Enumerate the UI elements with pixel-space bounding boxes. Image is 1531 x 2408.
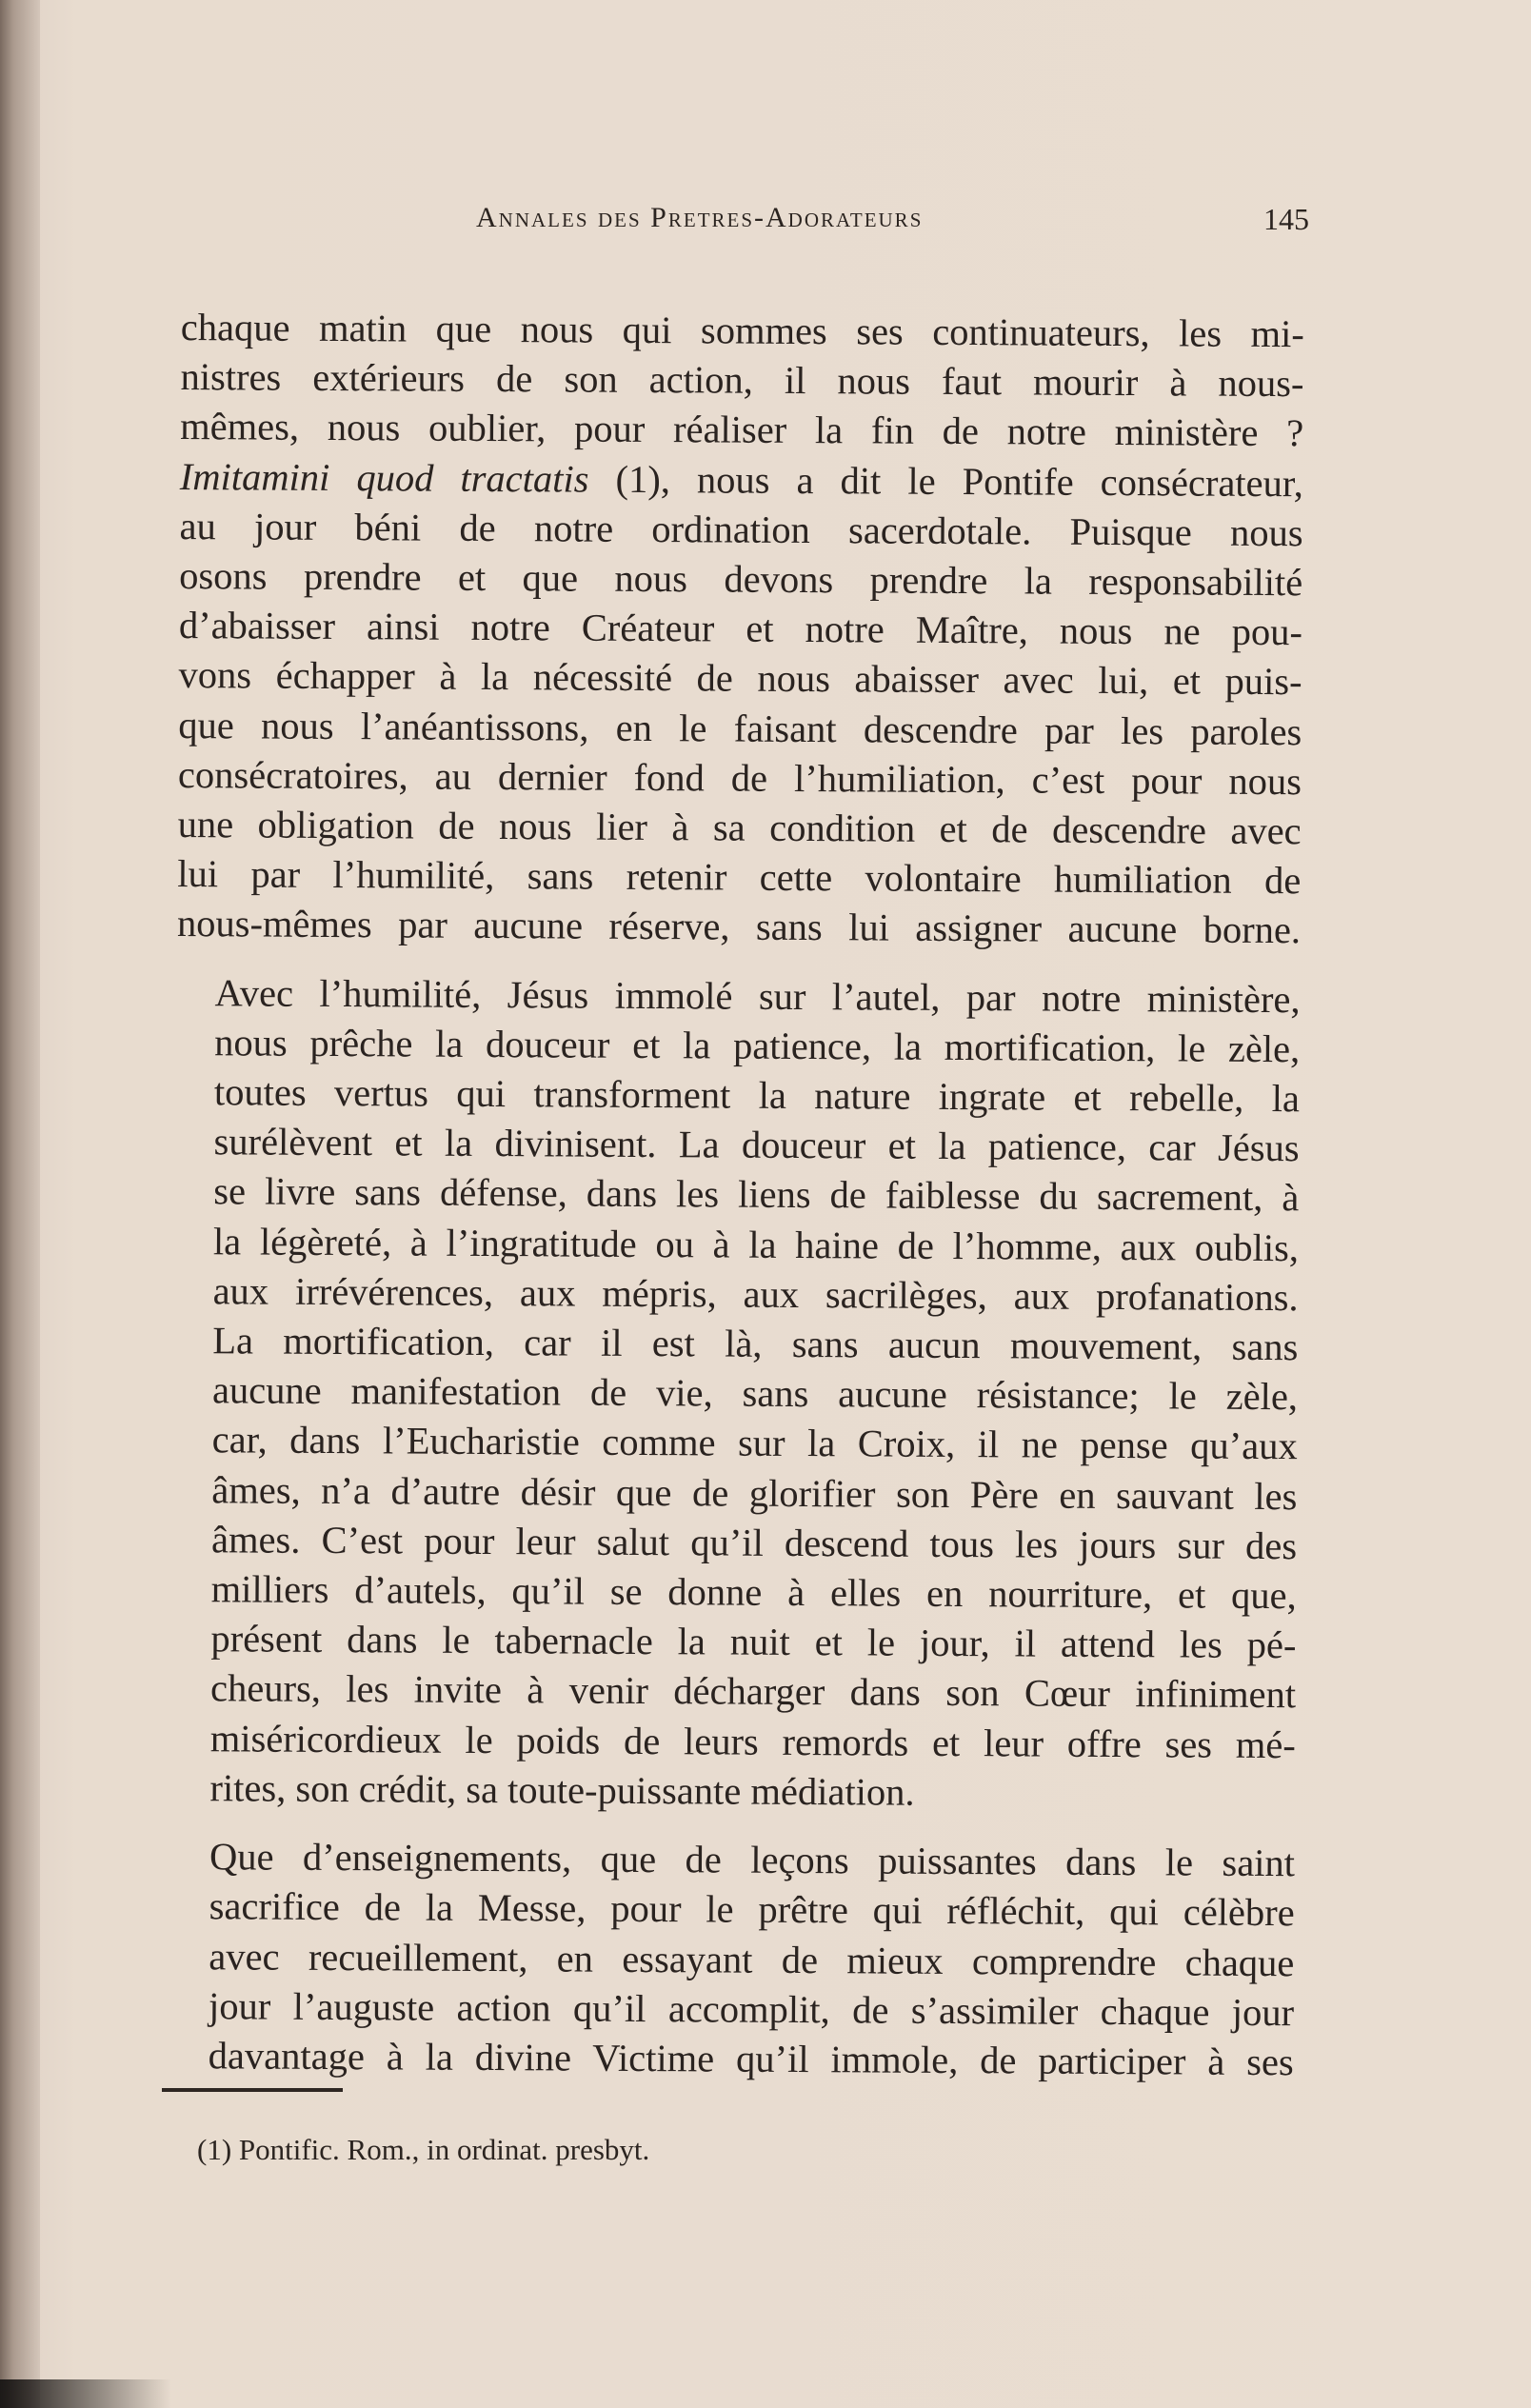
book-spine-shadow — [0, 0, 40, 2408]
text-line: miséricordieux le poids de leurs remords et leur offre ses mé- — [209, 1716, 1296, 1766]
text-line: car, dans l’Eucharistie comme sur la Croix, il ne pense qu’aux — [211, 1418, 1298, 1468]
text-line — [180, 452, 1303, 508]
text-line: aucune manifestation de vie, sans aucune résistance; le zèle, — [211, 1368, 1299, 1419]
text-line: toutes vertus qui transforment la nature ingrate et rebelle, la — [213, 1070, 1301, 1121]
text-line: consécratoires, au dernier fond de l’humiliation, c’est pour nous — [177, 752, 1302, 804]
text-line: aux irrévérences, aux mépris, aux sacrilèges, aux profanations. — [212, 1269, 1299, 1320]
text-line: mêmes, nous oublier, pour réaliser la fin de notre ministère ? — [180, 405, 1304, 455]
text-line: nous prêche la douceur et la patience, la mortification, le zèle, — [214, 1021, 1301, 1071]
text-line: Que d’enseignements, que de leçons puissantes dans le saint — [209, 1835, 1296, 1885]
text-line: Avec l’humilité, Jésus immolé sur l’autel, par notre ministère, — [214, 970, 1301, 1021]
paragraph-3 — [170, 1832, 1296, 2087]
corner-shadow — [0, 2379, 171, 2408]
text-line: surélèvent et la divinisent. La douceur et la patience, car Jésus — [213, 1120, 1300, 1170]
footnote-separator — [162, 2088, 343, 2092]
text-line: présent dans le tabernacle la nuit et le jour, il attend les pé- — [210, 1617, 1297, 1667]
text-line: chaque matin que nous qui sommes ses continuateurs, les mi- — [180, 305, 1304, 356]
text-line: davantage à la divine Victime qu’il immole, de participer à ses — [208, 2034, 1294, 2084]
text-line: lui par l’humilité, sans retenir cette volontaire humiliation de — [177, 852, 1302, 903]
text-line: âmes, n’a d’autre désir que de glorifier son Père en sauvant les — [211, 1467, 1298, 1518]
text-line: au jour béni de notre ordination sacerdotale. Puisque nous — [179, 504, 1303, 555]
text-line: La mortification, car il est là, sans aucun mouvement, sans — [212, 1319, 1299, 1369]
text-line: sacrifice de la Messe, pour le prêtre qui réfléchit, qui célèbre — [209, 1884, 1295, 1935]
text-line: la légèreté, à l’ingratitude ou à la haine de l’homme, aux oublis, — [212, 1219, 1300, 1269]
text-line: avec recueillement, en essayant de mieux comprendre chaque — [209, 1934, 1295, 1984]
text-line: nistres extérieurs de son action, il nous faut mourir à nous- — [180, 355, 1304, 406]
text-line: rites, son crédit, sa toute-puissante médiation. — [209, 1766, 915, 1814]
latin-quote: Imitamini quod tractatis — [179, 454, 589, 501]
paragraph-2 — [171, 968, 1300, 1821]
page-number: 145 — [1263, 202, 1309, 236]
text-line: nous-mêmes par aucune réserve, sans lui assigner aucune borne. — [176, 902, 1302, 952]
text-line: se livre sans défense, dans les liens de faiblesse du sacrement, à — [213, 1169, 1300, 1220]
paragraph-1 — [177, 303, 1304, 956]
text-line: âmes. C’est pour leur salut qu’il descend tous les jours sur des — [210, 1518, 1298, 1568]
text-line: que nous l’anéantissons, en le faisant descendre par les paroles — [178, 703, 1302, 753]
text-line: d’abaisser ainsi notre Créateur et notre Maître, nous ne pou- — [178, 604, 1303, 654]
body-text — [170, 303, 1304, 2087]
text-line-rest: (1), nous a dit le Pontife consécrateur, — [588, 457, 1304, 505]
footnote: (1) Pontific. Rom., in ordinat. presbyt. — [197, 2133, 650, 2166]
text-line: une obligation de nous lier à sa condition et de descendre avec — [177, 803, 1302, 853]
text-line: milliers d’autels, qu’il se donne à elles en nourriture, et que, — [210, 1567, 1297, 1618]
text-line: vons échapper à la nécessité de nous abaisser avec lui, et puis- — [178, 653, 1302, 704]
text-line: osons prendre et que nous devons prendre la responsabilité — [179, 554, 1303, 605]
text-line: cheurs, les invite à venir décharger dans son Cœur infiniment — [209, 1666, 1297, 1717]
running-title: Annales des Pretres-Adorateurs — [476, 202, 924, 233]
text-line: jour l’auguste action qu’il accomplit, de s’assimiler chaque jour — [208, 1983, 1295, 2034]
